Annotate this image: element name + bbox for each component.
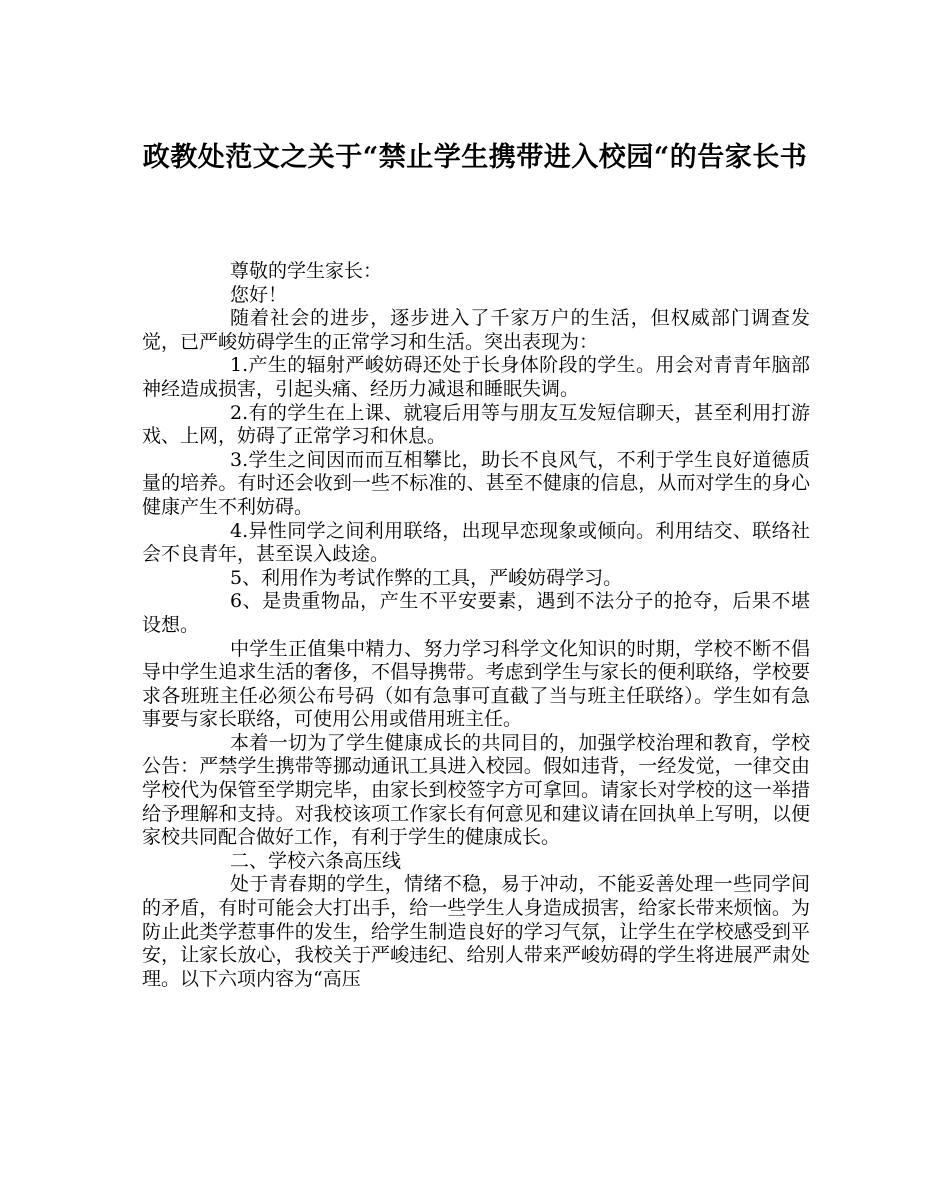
list-item-2: 2.有的学生在上课、就寝后用等与朋友互发短信聊天，甚至利用打游戏、上网，妨碍了正常学习和休息。	[142, 401, 810, 448]
document-title: 政教处范文之关于“禁止学生携带进入校园“的告家长书	[142, 142, 808, 173]
paragraph: 随着社会的进步，逐步进入了千家万户的生活，但权威部门调查发觉，已严峻妨碍学生的正常学习和生活。突出表现为：	[142, 307, 810, 353]
list-item-6: 6、是贵重物品，产生不平安要素，遇到不法分子的抢夺，后果不堪设想。	[142, 590, 810, 636]
salutation: 尊敬的学生家长：	[230, 260, 383, 282]
paragraph: 中学生正值集中精力、努力学习科学文化知识的时期，学校不断不倡导中学生追求生活的奢侈，不倡导携带。考虑到学生与家长的便利联络，学校要求各班班主任必须公布号码（如有急事可直截了当与班主任联络）。学生如有急事要与家长联络，可使用公用或借用班主任。	[142, 637, 810, 731]
list-item-4: 4.异性同学之间利用联络，出现早恋现象或倾向。利用结交、联络社会不良青年，甚至误入歧途。	[142, 519, 810, 566]
list-item-5: 5、利用作为考试作弊的工具，严峻妨碍学习。	[230, 566, 623, 589]
document-body	[142, 260, 810, 991]
list-item-1: 1.产生的辐射严峻妨碍还处于长身体阶段的学生。用会对青青年脑部神经造成损害，引起头痛、经历力减退和睡眠失调。	[142, 354, 810, 400]
paragraph: 处于青春期的学生，情绪不稳，易于冲动，不能妥善处理一些同学间的矛盾，有时可能会大打出手，给一些学生人身造成损害，给家长带来烦恼。为防止此类学惹事件的发生，给学生制造良好的学习气氛，让学生在学校感受到平安，让家长放心，我校关于严峻违纪、给别人带来严峻妨碍的学生将进展严肃处理。以下六项内容为“高压	[142, 873, 810, 990]
greeting: 您好！	[230, 283, 288, 306]
paragraph: 本着一切为了学生健康成长的共同目的，加强学校治理和教育，学校公告：严禁学生携带等挪动通讯工具进入校园。假如违背，一经发觉，一律交由学校代为保管至学期完毕，由家长到校签字方可拿回。请家长对学校的这一举措给予理解和支持。对我校该项工作家长有何意见和建议请在回执单上写明，以便家校共同配合做好工作，有利于学生的健康成长。	[142, 731, 810, 849]
list-item-3: 3.学生之间因而而互相攀比，助长不良风气，不利于学生良好道德质量的培养。有时还会收到一些不标准的、甚至不健康的信息，从而对学生的身心健康产生不利妨碍。	[142, 448, 810, 518]
section-heading: 二、学校六条高压线	[230, 849, 402, 872]
